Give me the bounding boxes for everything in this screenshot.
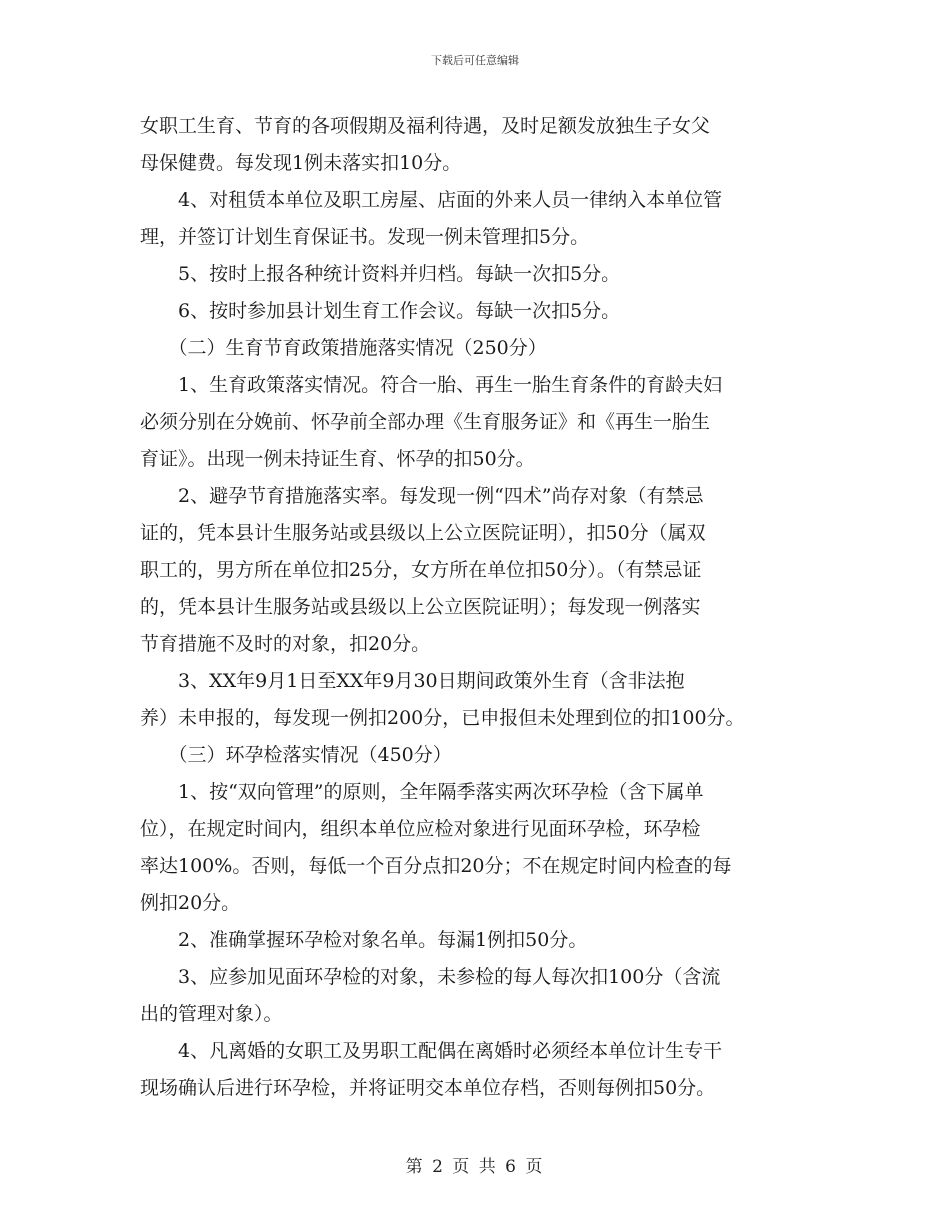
page-header: 下载后可任意编辑	[431, 54, 519, 67]
text-line: 女职工生育、节育的各项假期及福利待遇，及时足额发放独生子女父	[140, 115, 711, 137]
text-line: 3、XX年9月1日至XX年9月30日期间政策外生育（含非法抱	[140, 670, 685, 692]
text-line: 4、对租赁本单位及职工房屋、店面的外来人员一律纳入本单位管	[140, 189, 723, 211]
text-line: 2、避孕节育措施落实率。每发现一例“四术”尚存对象（有禁忌	[140, 485, 704, 507]
text-line: 的，凭本县计生服务站或县级以上公立医院证明）；每发现一例落实	[140, 596, 701, 618]
text-line: 4、凡离婚的女职工及男职工配偶在离婚时必须经本单位计生专干	[140, 1040, 723, 1062]
text-line: 5、按时上报各种统计资料并归档。每缺一次扣5分。	[140, 263, 621, 285]
page-number-footer: 第 2 页 共 6 页	[405, 1157, 545, 1177]
text-line: 必须分别在分娩前、怀孕前全部办理《生育服务证》和《再生一胎生	[140, 411, 711, 433]
text-line: 位），在规定时间内，组织本单位应检对象进行见面环孕检，环孕检	[140, 818, 701, 840]
section-heading: （二）生育节育政策措施落实情况（250分）	[140, 337, 547, 359]
text-line: 证的，凭本县计生服务站或县级以上公立医院证明），扣50分（属双	[140, 522, 706, 544]
text-line: 理，并签订计划生育保证书。发现一例未管理扣5分。	[140, 226, 590, 248]
text-line: 6、按时参加县计划生育工作会议。每缺一次扣5分。	[140, 300, 621, 322]
text-line: 节育措施不及时的对象，扣20分。	[140, 633, 431, 655]
text-line: 率达100%。否则，每低一个百分点扣20分；不在规定时间内检查的每	[140, 855, 732, 877]
text-line: 现场确认后进行环孕检，并将证明交本单位存档，否则每例扣50分。	[140, 1077, 716, 1099]
text-line: 1、按“双向管理”的原则，全年隔季落实两次环孕检（含下属单	[140, 781, 704, 803]
text-line: 2、准确掌握环孕检对象名单。每漏1例扣50分。	[140, 929, 588, 951]
text-line: 3、应参加见面环孕检的对象，未参检的每人每次扣100分（含流	[140, 966, 721, 988]
text-line: 1、生育政策落实情况。符合一胎、再生一胎生育条件的育龄夫妇	[140, 374, 723, 396]
text-line: 出的管理对象）。	[140, 1003, 283, 1025]
text-line: 育证》。出现一例未持证生育、怀孕的扣50分。	[140, 448, 535, 470]
text-line: 职工的，男方所在单位扣25分，女方所在单位扣50分）。（有禁忌证	[140, 559, 702, 581]
text-line: 母保健费。每发现1例未落实扣10分。	[140, 152, 462, 174]
text-line: 例扣20分。	[140, 892, 241, 914]
document-body	[140, 108, 840, 1107]
section-heading: （三）环孕检落实情况（450分）	[140, 744, 452, 766]
text-line: 养）未申报的，每发现一例扣200分，已申报但未处理到位的扣100分。	[140, 707, 745, 729]
